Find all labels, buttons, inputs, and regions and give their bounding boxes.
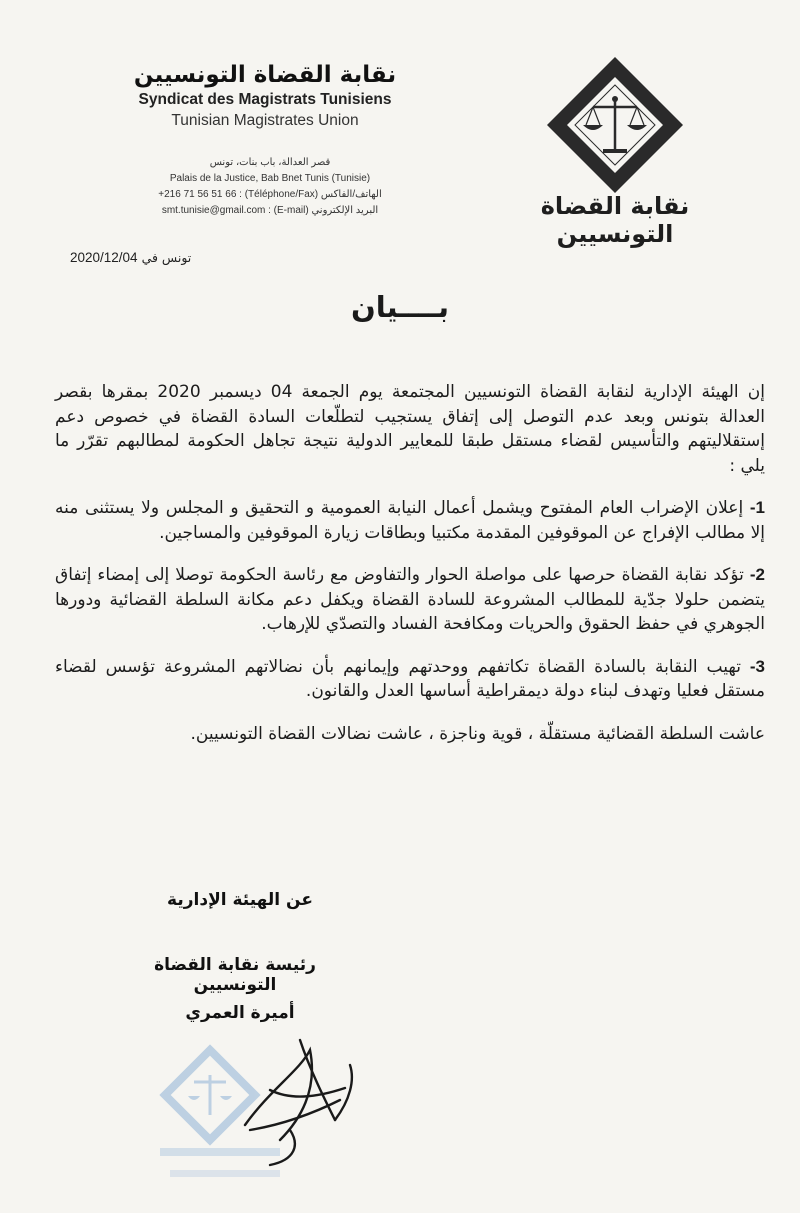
point-number: 1- xyxy=(749,498,765,517)
statement-title: بــــيان xyxy=(350,290,450,324)
letterhead xyxy=(120,60,410,132)
intro-paragraph: إن الهيئة الإدارية لنقابة القضاة التونسيين المجتمعة يوم الجمعة 04 ديسمبر 2020 بمقرها بقصر العدالة بتونس وبعد عدم التوصل إلى إتفاق يستجيب لتطلّعات السادة القضاة في خصوص دعم إستقلاليتهم والتأسيس لقضاء مستقل طبقا للمعايير الدولية نتيجة تجاهل الحكومة لمطالبهم تقرّر ما يلي : xyxy=(55,382,765,476)
contact-block xyxy=(140,155,400,219)
logo-caption: نقابة القضاة التونسيين xyxy=(540,192,690,248)
stamp-icon xyxy=(160,1050,280,1177)
signature-on-behalf: عن الهيئة الإدارية xyxy=(167,890,313,910)
union-name-arabic: نقابة القضاة التونسيين xyxy=(133,62,397,88)
signature-name: أميرة العمري xyxy=(185,1003,295,1023)
date-value: 2020/12/04 xyxy=(70,250,138,265)
point-2 xyxy=(55,563,765,637)
signature-role: رئيسة نقابة القضاة التونسيين xyxy=(154,955,316,995)
email-line: smt.tunisie@gmail.com : (E-mail) البريد الإلكتروني xyxy=(161,205,379,216)
phone-line: +216 71 56 51 66 : (Téléphone/Fax) الهاتف/الفاكس xyxy=(158,189,382,200)
address-arabic: قصر العدالة، باب بنات، تونس xyxy=(209,157,331,168)
official-stamp-and-signature xyxy=(150,1030,390,1200)
union-name-english: Tunisian Magistrates Union xyxy=(171,112,359,129)
statement-body xyxy=(55,380,765,764)
point-3 xyxy=(55,655,765,704)
point-number: 2- xyxy=(749,565,765,584)
point-text: إعلان الإضراب العام المفتوح ويشمل أعمال النيابة العمومية و التحقيق و المجلس ولا يستثنى منه إلا مطالب الإفراج عن الموقوفين المقدمة مكتبيا وبطاقات زيارة الموقوفين والمساجين. xyxy=(55,498,765,543)
point-text: تهيب النقابة بالسادة القضاة تكاتفهم ووحدتهم وإيمانهم بأن نضالاتهم المشروعة تؤسس لقضاء مستقل فعليا وتهدف لبناء دولة ديمقراطية أساسها العدل والقانون. xyxy=(55,656,765,701)
date-label: تونس في xyxy=(141,250,192,265)
closing-line: عاشت السلطة القضائية مستقلّة ، قوية وناجزة ، عاشت نضالات القضاة التونسيين. xyxy=(190,723,765,744)
address-french: Palais de la Justice, Bab Bnet Tunis (Tunisie) xyxy=(169,173,371,184)
document-date xyxy=(70,250,191,265)
union-name-french: Syndicat des Magistrats Tunisiens xyxy=(138,91,392,108)
point-number: 3- xyxy=(749,656,766,676)
point-1 xyxy=(55,496,765,545)
point-text: تؤكد نقابة القضاة حرصها على مواصلة الحوار والتفاوض مع رئاسة الحكومة توصلا إلى إمضاء إتفاق يتضمن حلولا جدّية للمطالب المشروعة للسادة القضاة ويكفل دعم مكانة السلطة القضائية ودورها الجوهري في حفظ الحقوق والحريات ومكافحة الفساد والتصدّي للإرهاب. xyxy=(55,565,765,634)
handwritten-signature-icon xyxy=(245,1040,352,1165)
